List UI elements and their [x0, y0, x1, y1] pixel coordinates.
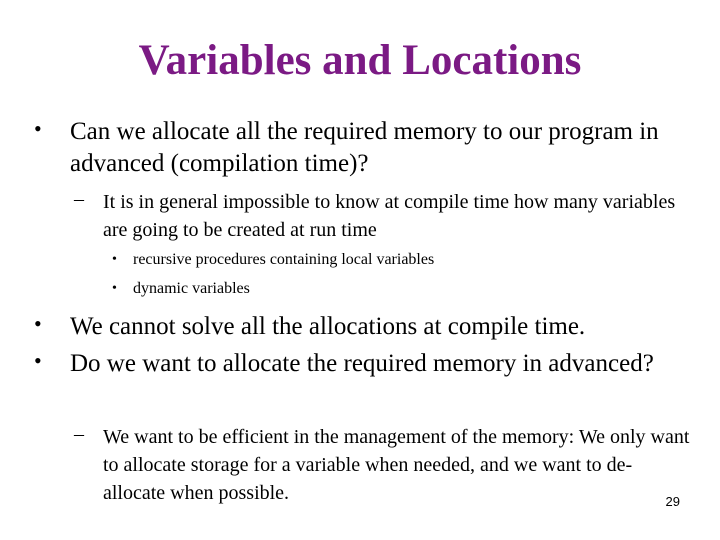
page-number: 29 [665, 494, 680, 509]
sub-bullet-text: It is in general impossible to know at compile time how many variables are going to be created at run time [103, 191, 676, 241]
bullet-marker: • [112, 281, 117, 296]
bullet-marker: • [112, 252, 117, 267]
bullet-text: Do we want to allocate the required memory in advanced? [70, 350, 654, 377]
dash-marker: – [74, 188, 84, 210]
sub-bullet-text: We want to be efficient in the management of the memory: We only want to allocate storage for a variable when needed, and we want to de-allocate when possible. [103, 426, 690, 504]
bullet-text: We cannot solve all the allocations at compile time. [70, 313, 586, 340]
dash-marker: – [74, 423, 84, 445]
bullet-marker: • [34, 348, 42, 373]
bullet-marker: • [34, 116, 42, 141]
sub-sub-bullet-text: recursive procedures containing local variables [133, 251, 435, 268]
bullet-text: Can we allocate all the required memory to our program in advanced (compilation time)? [70, 118, 659, 177]
bullet-marker: • [34, 311, 42, 336]
slide-title: Variables and Locations [138, 37, 582, 84]
sub-sub-bullet-text: dynamic variables [133, 280, 250, 297]
